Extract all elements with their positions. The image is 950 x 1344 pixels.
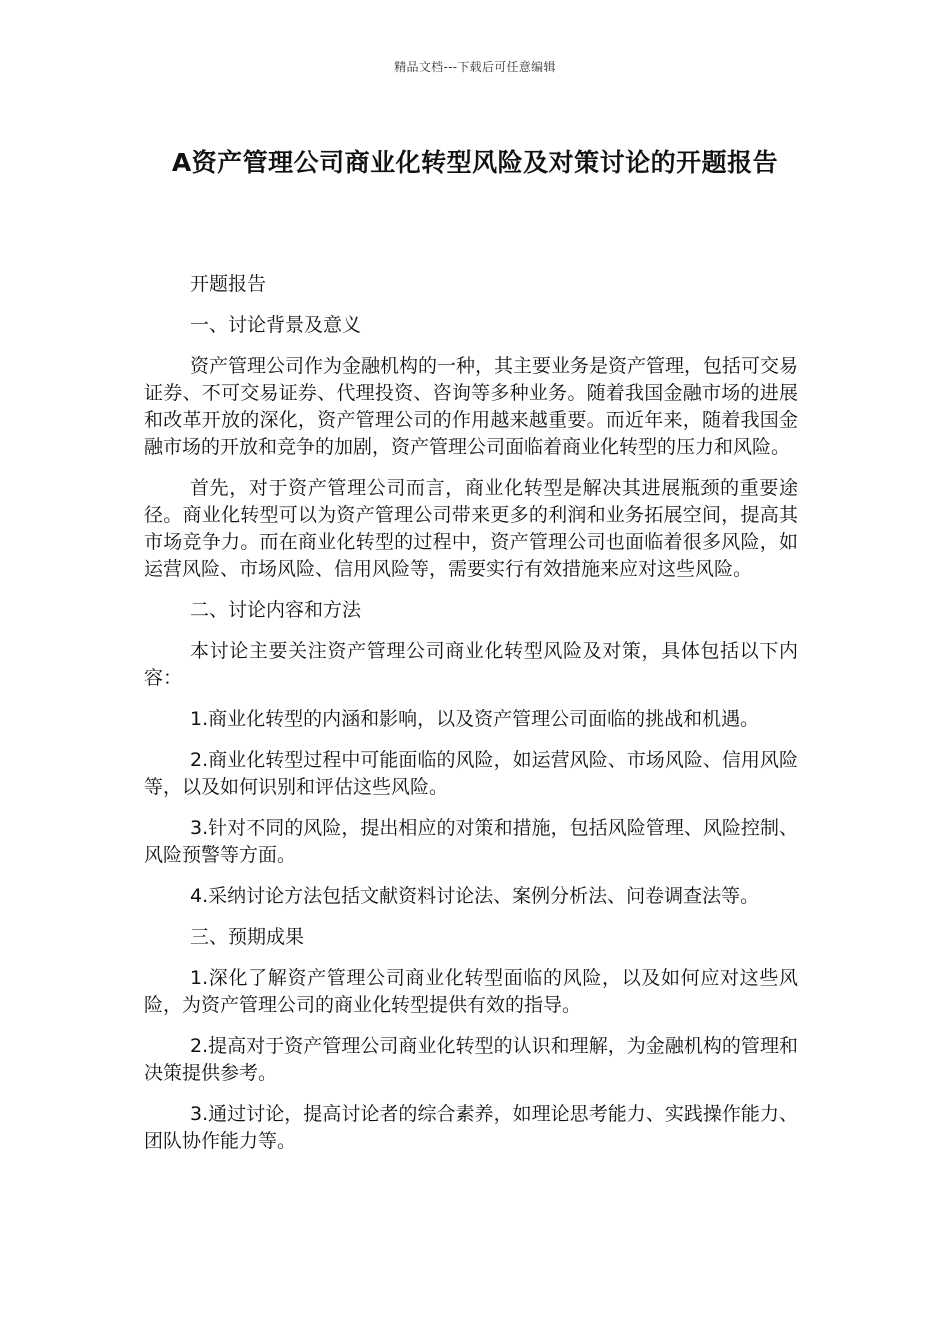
list-item: 1.商业化转型的内涵和影响，以及资产管理公司面临的挑战和机遇。 [190, 708, 760, 730]
section-heading: 一、讨论背景及意义 [190, 314, 362, 336]
section-heading: 三、预期成果 [190, 926, 305, 948]
list-item: 3.通过讨论，提高讨论者的综合素养，如理论思考能力、实践操作能力、团队协作能力等。 [144, 1103, 798, 1152]
list-item: 2.商业化转型过程中可能面临的风险，如运营风险、市场风险、信用风险等，以及如何识别和评估这些风险。 [144, 749, 798, 798]
list-item: 4.采纳讨论方法包括文献资料讨论法、案例分析法、问卷调查法等。 [190, 885, 760, 907]
list-item: 1.深化了解资产管理公司商业化转型面临的风险，以及如何应对这些风险，为资产管理公司的商业化转型提供有效的指导。 [144, 967, 798, 1016]
body-paragraph: 首先，对于资产管理公司而言，商业化转型是解决其进展瓶颈的重要途径。商业化转型可以为资产管理公司带来更多的利润和业务拓展空间，提高其市场竞争力。而在商业化转型的过程中，资产管理公司也面临着很多风险，如运营风险、市场风险、信用风险等，需要实行有效措施来应对这些风险。 [144, 477, 798, 580]
list-item: 3.针对不同的风险，提出相应的对策和措施，包括风险管理、风险控制、风险预警等方面。 [144, 817, 798, 866]
body-paragraph: 本讨论主要关注资产管理公司商业化转型风险及对策，具体包括以下内容： [144, 640, 798, 689]
document-body [144, 271, 798, 1169]
header-note: 精品文档---下载后可任意编辑 [394, 60, 556, 74]
section-label: 开题报告 [190, 273, 267, 295]
body-paragraph: 资产管理公司作为金融机构的一种，其主要业务是资产管理，包括可交易证券、不可交易证券、代理投资、咨询等多种业务。随着我国金融市场的进展和改革开放的深化，资产管理公司的作用越来越重要。而近年来，随着我国金融市场的开放和竞争的加剧，资产管理公司面临着商业化转型的压力和风险。 [144, 355, 799, 458]
section-heading: 二、讨论内容和方法 [190, 599, 362, 621]
list-item: 2.提高对于资产管理公司商业化转型的认识和理解，为金融机构的管理和决策提供参考。 [144, 1035, 798, 1084]
document-title: A资产管理公司商业化转型风险及对策讨论的开题报告 [171, 148, 779, 177]
